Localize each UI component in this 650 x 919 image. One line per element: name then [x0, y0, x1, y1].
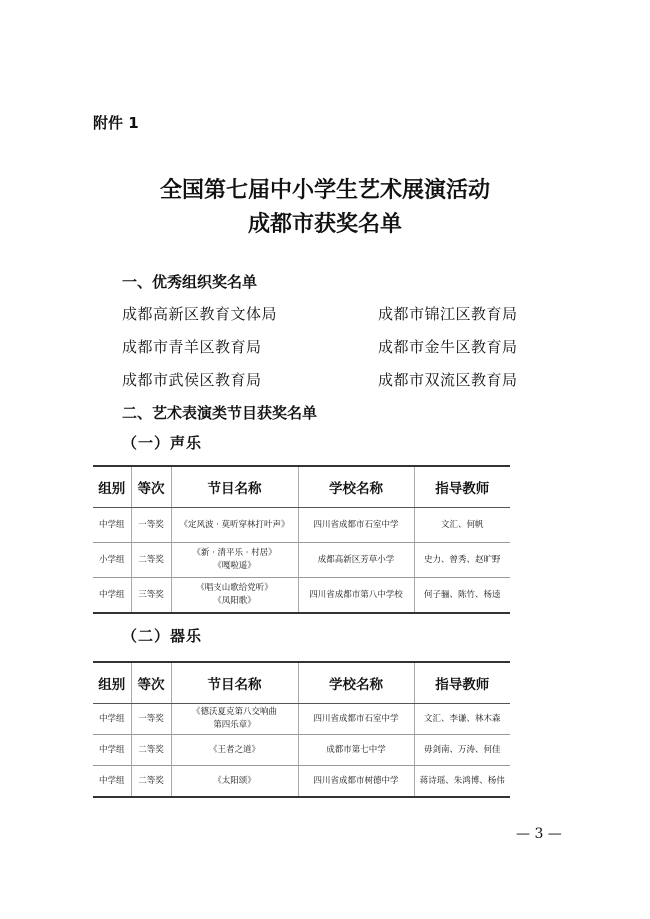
program-line: 《太阳颂》 — [213, 775, 256, 786]
table-row — [93, 543, 510, 578]
attachment-label: 附件 1 — [93, 114, 139, 132]
cell-program — [171, 704, 298, 735]
cell-grade: 二等奖 — [131, 543, 171, 578]
document-subtitle: 成都市获奖名单 — [247, 211, 402, 237]
cell-group: 中学组 — [93, 735, 131, 766]
vocal-awards-table — [93, 465, 510, 614]
cell-grade: 二等奖 — [131, 766, 171, 798]
page-number: — 3 — — [516, 826, 562, 842]
table-row — [93, 578, 510, 614]
cell-group: 中学组 — [93, 508, 131, 543]
cell-school: 四川省成都市树德中学 — [298, 766, 414, 798]
cell-grade: 三等奖 — [131, 578, 171, 614]
document-title: 全国第七届中小学生艺术展演活动 — [159, 177, 490, 203]
program-line: 《嘎啦遥》 — [213, 561, 256, 571]
program-line: 《定风波 · 莫听穿林打叶声》 — [179, 519, 290, 530]
cell-program — [171, 578, 298, 614]
column-header-group: 组别 — [93, 466, 131, 508]
cell-school: 四川省成都市第八中学校 — [298, 578, 414, 614]
cell-program — [171, 543, 298, 578]
cell-grade: 二等奖 — [131, 735, 171, 766]
table-row — [93, 735, 510, 766]
cell-teacher: 毋剑南、万涛、何佳 — [414, 735, 510, 766]
cell-teacher: 文汇、李谦、林木森 — [414, 704, 510, 735]
program-line: 《唱支山歌给党听》 — [196, 583, 273, 593]
column-header-school: 学校名称 — [298, 466, 414, 508]
program-line: 第四乐章》 — [213, 720, 256, 730]
organization-name: 成都市双流区教育局 — [378, 371, 518, 389]
cell-program — [171, 735, 298, 766]
cell-school: 四川省成都市石室中学 — [298, 508, 414, 543]
column-header-program: 节目名称 — [171, 662, 298, 704]
program-line: 《德沃夏克第八交响曲 — [191, 707, 277, 717]
column-header-program: 节目名称 — [171, 466, 298, 508]
cell-grade: 一等奖 — [131, 704, 171, 735]
organization-name: 成都市青羊区教育局 — [122, 338, 262, 356]
cell-teacher: 何子骊、陈竹、杨逵 — [414, 578, 510, 614]
section-heading-organization-award: 一、优秀组织奖名单 — [122, 273, 258, 291]
table-header-row — [93, 466, 510, 508]
instrumental-awards-table — [93, 661, 510, 798]
cell-program — [171, 766, 298, 798]
cell-teacher: 蒋诗瑶、朱鸿博、杨伟 — [414, 766, 510, 798]
column-header-teacher: 指导教师 — [414, 466, 510, 508]
cell-school: 四川省成都市石室中学 — [298, 704, 414, 735]
cell-program — [171, 508, 298, 543]
table-row — [93, 766, 510, 798]
column-header-teacher: 指导教师 — [414, 662, 510, 704]
organization-name: 成都高新区教育文体局 — [122, 305, 278, 323]
column-header-school: 学校名称 — [298, 662, 414, 704]
section-heading-performance-award: 二、艺术表演类节目获奖名单 — [122, 404, 318, 422]
organization-name: 成都市金牛区教育局 — [378, 338, 518, 356]
subsection-heading-vocal: （一）声乐 — [122, 434, 203, 452]
cell-teacher: 史力、曾秀、赵旷野 — [414, 543, 510, 578]
table-row — [93, 508, 510, 543]
program-line: 《王者之道》 — [208, 744, 260, 755]
column-header-grade: 等次 — [131, 466, 171, 508]
cell-school: 成都市第七中学 — [298, 735, 414, 766]
cell-school: 成都高新区芳草小学 — [298, 543, 414, 578]
subsection-heading-instrumental: （二）器乐 — [122, 627, 203, 645]
table-row — [93, 704, 510, 735]
cell-teacher: 文汇、何帆 — [414, 508, 510, 543]
program-line: 《凤阳歌》 — [213, 596, 256, 606]
table-header-row — [93, 662, 510, 704]
cell-group: 中学组 — [93, 766, 131, 798]
column-header-group: 组别 — [93, 662, 131, 704]
organization-name: 成都市锦江区教育局 — [378, 305, 518, 323]
cell-group: 中学组 — [93, 578, 131, 614]
cell-group: 小学组 — [93, 543, 131, 578]
column-header-grade: 等次 — [131, 662, 171, 704]
cell-group: 中学组 — [93, 704, 131, 735]
organization-name: 成都市武侯区教育局 — [122, 371, 262, 389]
cell-grade: 一等奖 — [131, 508, 171, 543]
program-line: 《新 · 清平乐 · 村居》 — [192, 548, 277, 558]
